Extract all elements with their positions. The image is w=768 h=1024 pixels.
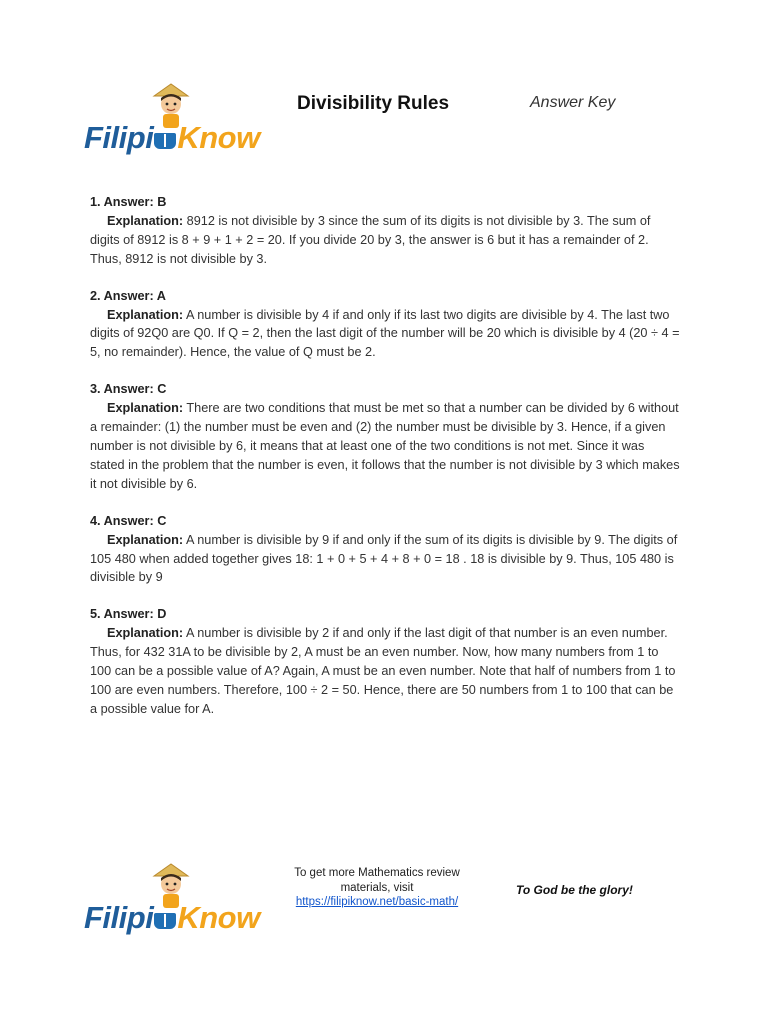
answer-heading: 3. Answer: C	[90, 382, 167, 397]
explanation-text	[90, 531, 680, 588]
explanation-text	[90, 624, 680, 719]
open-book-icon	[154, 133, 176, 149]
explanation-text	[90, 306, 680, 363]
answer-item	[90, 380, 680, 493]
logo-wordmark: Filipi Know	[84, 120, 260, 155]
explanation-text	[90, 212, 680, 269]
explanation-body: A number is divisible by 4 if and only if its last two digits are divisible by 4. The last two digits of 92Q0 are Q0. If Q = 2, then the last digit of the number will be 20 which is divisible by 4 (20 ÷ 4 = 5, no remainder). Hence, the value of Q must be 2.	[90, 307, 680, 360]
answer-item	[90, 193, 680, 269]
explanation-text	[90, 399, 680, 494]
explanation-body: There are two conditions that must be met so that a number can be divided by 6 without a remainder: (1) the number must be even and (2) the number must be divisible by 3. Hence, if a given number is not divisible by 6, it means that at least one of the two conditions is not met. Since it was stated in the problem that the number is even, it follows that the number is not divisible by 3 which makes it not divisible by 6.	[90, 401, 680, 491]
filipiknow-logo	[84, 82, 260, 174]
explanation-label: Explanation:	[107, 401, 184, 416]
open-book-icon	[154, 913, 176, 929]
footer-promo	[282, 866, 472, 910]
answer-heading: 5. Answer: D	[90, 607, 167, 622]
answer-item	[90, 287, 680, 363]
explanation-label: Explanation:	[107, 532, 184, 547]
explanation-body: A number is divisible by 9 if and only if the sum of its digits is divisible by 9. The digits of 105 480 when added together gives 18: 1 + 0 + 5 + 4 + 8 + 0 = 18 . 18 is divisible by 9. Thus, 105 480 is divisible by 9	[90, 532, 678, 585]
footer-filipiknow-logo	[84, 862, 260, 954]
explanation-body: A number is divisible by 2 if and only if the last digit of that number is an even number. Thus, for 432 31A to be divisible by 2, A must be an even number. Now, how many numbers from 1 to 100 can be a possible value of A? Again, A must be an even number. Note that half of numbers from 1 to 100 are even numbers. Therefore, 100 ÷ 2 = 50. Hence, there are 50 numbers from 1 to 100 that can be a possible value for A.	[90, 626, 676, 716]
answer-heading: 4. Answer: C	[90, 513, 167, 528]
answer-key-label: Answer Key	[530, 94, 616, 111]
footer-promo-text: To get more Mathematics review materials, visit	[294, 867, 460, 894]
answers-list	[90, 193, 680, 737]
footer-link[interactable]: https://filipiknow.net/basic-math/	[295, 896, 459, 908]
answer-item	[90, 512, 680, 588]
explanation-label: Explanation:	[107, 626, 184, 641]
explanation-label: Explanation:	[107, 213, 184, 228]
logo-wordmark: Filipi Know	[84, 900, 260, 935]
answer-heading: 1. Answer: B	[90, 195, 167, 209]
explanation-label: Explanation:	[107, 307, 184, 322]
page-title: Divisibility Rules	[297, 93, 450, 114]
answer-item	[90, 605, 680, 718]
answer-heading: 2. Answer: A	[90, 288, 166, 303]
explanation-body: 8912 is not divisible by 3 since the sum of its digits is not divisible by 3. The sum of digits of 8912 is 8 + 9 + 1 + 2 = 20. If you divide 20 by 3, the answer is 6 but it has a remainder of 2. Thus, 8912 is not divisible by 3.	[90, 213, 651, 266]
footer-closing: To God be the glory!	[516, 883, 633, 897]
